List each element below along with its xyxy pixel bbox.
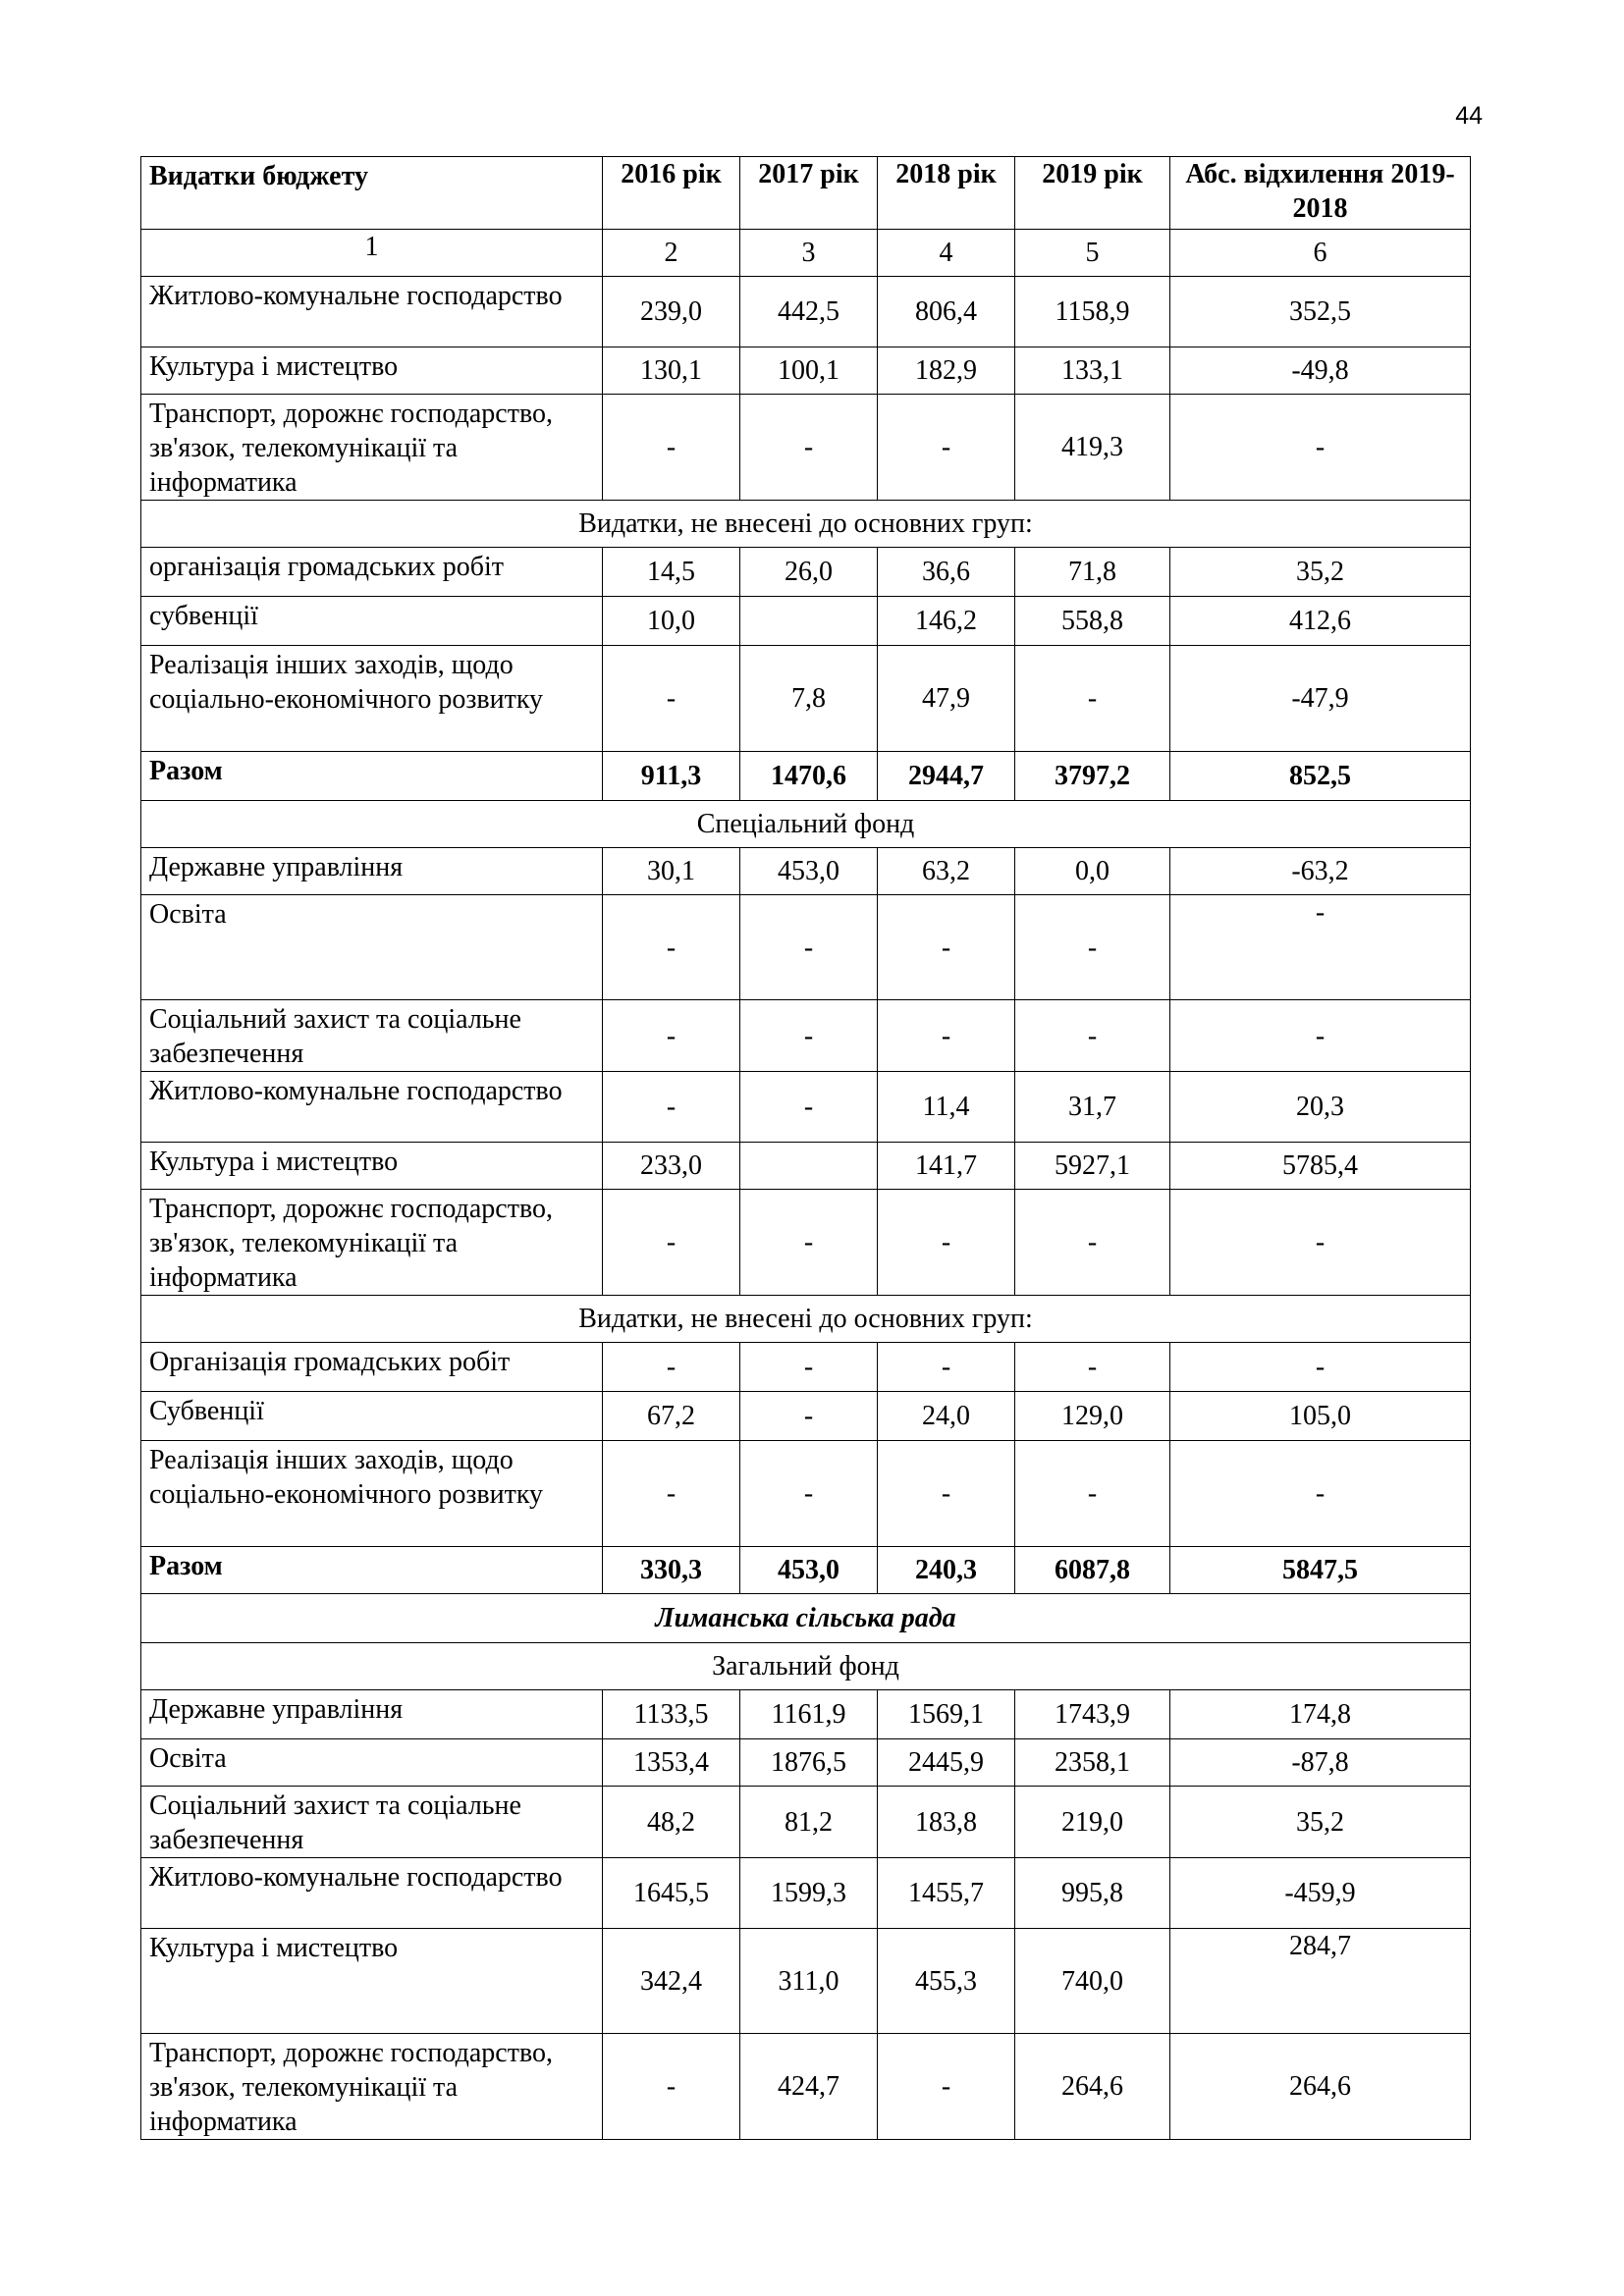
cell-deviation: 105,0 — [1170, 1392, 1471, 1441]
cell-2017: 442,5 — [740, 277, 878, 347]
cell-2017: 81,2 — [740, 1787, 878, 1858]
total-row — [141, 752, 1471, 801]
table-row — [141, 895, 1471, 1000]
cell-deviation: 352,5 — [1170, 277, 1471, 347]
table-row — [141, 1858, 1471, 1929]
cell-2019: 1158,9 — [1015, 277, 1170, 347]
cell-2017: - — [740, 895, 878, 1000]
cell-2019: 31,7 — [1015, 1072, 1170, 1143]
row-label: організація громадських робіт — [141, 548, 603, 597]
cell-2017: - — [740, 1072, 878, 1143]
cell-2018: - — [878, 1441, 1015, 1547]
cell-2019: 1743,9 — [1015, 1690, 1170, 1739]
row-label: Транспорт, дорожнє господарство, зв'язок, телекомунікації та інформатика — [141, 395, 603, 501]
row-label: Культура і мистецтво — [141, 347, 603, 395]
cell-2018: 455,3 — [878, 1929, 1015, 2034]
header-2016: 2016 рік — [603, 157, 740, 230]
header-deviation: Абс. відхилення 2019-2018 — [1170, 157, 1471, 230]
cell-2019: 219,0 — [1015, 1787, 1170, 1858]
column-index: 1 — [141, 230, 603, 277]
cell-2017: 453,0 — [740, 848, 878, 895]
row-label: Освіта — [141, 1739, 603, 1787]
cell-deviation: - — [1170, 395, 1471, 501]
cell-deviation: 5785,4 — [1170, 1143, 1471, 1190]
cell-2019: 740,0 — [1015, 1929, 1170, 2034]
cell-2016: 1133,5 — [603, 1690, 740, 1739]
cell-deviation: 35,2 — [1170, 1787, 1471, 1858]
cell-2019: 71,8 — [1015, 548, 1170, 597]
cell-2018: - — [878, 395, 1015, 501]
cell-2016: - — [603, 1000, 740, 1072]
row-label: Культура і мистецтво — [141, 1929, 603, 2034]
cell-deviation: -49,8 — [1170, 347, 1471, 395]
column-index: 2 — [603, 230, 740, 277]
row-label: Реалізація інших заходів, щодо соціально-економічного розвитку — [141, 1441, 603, 1547]
cell-2019: 3797,2 — [1015, 752, 1170, 801]
cell-deviation: - — [1170, 1000, 1471, 1072]
cell-2016: 67,2 — [603, 1392, 740, 1441]
table-row — [141, 1929, 1471, 2034]
cell-2016: - — [603, 1190, 740, 1296]
cell-2017: 1161,9 — [740, 1690, 878, 1739]
cell-2018: 2944,7 — [878, 752, 1015, 801]
row-label: Соціальний захист та соціальне забезпечення — [141, 1000, 603, 1072]
cell-deviation: 412,6 — [1170, 597, 1471, 646]
table-row — [141, 1739, 1471, 1787]
cell-2018: 141,7 — [878, 1143, 1015, 1190]
table-row — [141, 1000, 1471, 1072]
cell-2016: 239,0 — [603, 277, 740, 347]
row-label: Державне управління — [141, 848, 603, 895]
row-label: Житлово-комунальне господарство — [141, 277, 603, 347]
row-label: Соціальний захист та соціальне забезпечення — [141, 1787, 603, 1858]
cell-2018: - — [878, 1343, 1015, 1392]
column-index: 4 — [878, 230, 1015, 277]
cell-deviation: -87,8 — [1170, 1739, 1471, 1787]
budget-expenditure-table — [140, 156, 1471, 2140]
cell-2019: 558,8 — [1015, 597, 1170, 646]
row-label: Державне управління — [141, 1690, 603, 1739]
column-index-row — [141, 230, 1471, 277]
cell-deviation: - — [1170, 1441, 1471, 1547]
table-row — [141, 1392, 1471, 1441]
cell-2019: 5927,1 — [1015, 1143, 1170, 1190]
table-row — [141, 1343, 1471, 1392]
cell-2019: 2358,1 — [1015, 1739, 1170, 1787]
cell-2017: 26,0 — [740, 548, 878, 597]
table-row — [141, 1143, 1471, 1190]
section-row — [141, 801, 1471, 848]
cell-2019: 0,0 — [1015, 848, 1170, 895]
cell-2018: - — [878, 1190, 1015, 1296]
section-not-in-groups: Видатки, не внесені до основних груп: — [141, 1296, 1471, 1343]
cell-2016: - — [603, 646, 740, 752]
header-2017: 2017 рік — [740, 157, 878, 230]
page-number: 44 — [1455, 102, 1483, 130]
header-expenditures: Видатки бюджету — [141, 157, 603, 230]
cell-deviation: 852,5 — [1170, 752, 1471, 801]
cell-deviation: -47,9 — [1170, 646, 1471, 752]
cell-2019: 995,8 — [1015, 1858, 1170, 1929]
cell-2016: 233,0 — [603, 1143, 740, 1190]
row-label: Організація громадських робіт — [141, 1343, 603, 1392]
cell-2019: 129,0 — [1015, 1392, 1170, 1441]
cell-2018: 36,6 — [878, 548, 1015, 597]
cell-2018: 2445,9 — [878, 1739, 1015, 1787]
row-label: Освіта — [141, 895, 603, 1000]
section-row — [141, 1296, 1471, 1343]
total-label: Разом — [141, 1547, 603, 1594]
cell-2019: 264,6 — [1015, 2034, 1170, 2140]
cell-2016: 342,4 — [603, 1929, 740, 2034]
cell-deviation: 35,2 — [1170, 548, 1471, 597]
header-2018: 2018 рік — [878, 157, 1015, 230]
cell-2016: - — [603, 2034, 740, 2140]
cell-2019: - — [1015, 1343, 1170, 1392]
table-row — [141, 395, 1471, 501]
row-label: Житлово-комунальне господарство — [141, 1858, 603, 1929]
cell-2016: 911,3 — [603, 752, 740, 801]
cell-deviation: -63,2 — [1170, 848, 1471, 895]
cell-2016: - — [603, 1343, 740, 1392]
section-special-fund: Спеціальний фонд — [141, 801, 1471, 848]
cell-2017: 453,0 — [740, 1547, 878, 1594]
cell-2017: - — [740, 1392, 878, 1441]
cell-deviation: 174,8 — [1170, 1690, 1471, 1739]
column-index: 3 — [740, 230, 878, 277]
cell-2019: - — [1015, 646, 1170, 752]
cell-deviation: 264,6 — [1170, 2034, 1471, 2140]
cell-deviation: 20,3 — [1170, 1072, 1471, 1143]
table-row — [141, 1441, 1471, 1547]
cell-2019: 419,3 — [1015, 395, 1170, 501]
table-row — [141, 1190, 1471, 1296]
table-row — [141, 548, 1471, 597]
cell-deviation: - — [1170, 1190, 1471, 1296]
total-row — [141, 1547, 1471, 1594]
cell-2017 — [740, 597, 878, 646]
cell-2018: - — [878, 895, 1015, 1000]
table-row — [141, 1787, 1471, 1858]
section-row — [141, 501, 1471, 548]
cell-2016: 48,2 — [603, 1787, 740, 1858]
cell-2016: - — [603, 1441, 740, 1547]
cell-2019: 133,1 — [1015, 347, 1170, 395]
cell-2018: 182,9 — [878, 347, 1015, 395]
cell-2018: 806,4 — [878, 277, 1015, 347]
table-row — [141, 848, 1471, 895]
cell-2017: - — [740, 1190, 878, 1296]
cell-2018: 1455,7 — [878, 1858, 1015, 1929]
cell-2016: 14,5 — [603, 548, 740, 597]
cell-2016: - — [603, 395, 740, 501]
cell-2017: 1470,6 — [740, 752, 878, 801]
cell-2016: 330,3 — [603, 1547, 740, 1594]
section-not-in-groups: Видатки, не внесені до основних груп: — [141, 501, 1471, 548]
cell-2018: 240,3 — [878, 1547, 1015, 1594]
cell-2016: 1353,4 — [603, 1739, 740, 1787]
cell-2017: - — [740, 395, 878, 501]
cell-2018: 146,2 — [878, 597, 1015, 646]
table-row — [141, 1072, 1471, 1143]
row-label: Культура і мистецтво — [141, 1143, 603, 1190]
cell-2019: - — [1015, 1190, 1170, 1296]
cell-2017: 7,8 — [740, 646, 878, 752]
cell-deviation: - — [1170, 1343, 1471, 1392]
section-general-fund: Загальний фонд — [141, 1643, 1471, 1690]
cell-deviation: - — [1170, 895, 1471, 1000]
cell-2018: 11,4 — [878, 1072, 1015, 1143]
row-label: Транспорт, дорожнє господарство, зв'язок, телекомунікації та інформатика — [141, 2034, 603, 2140]
cell-2018: 1569,1 — [878, 1690, 1015, 1739]
cell-2019: 6087,8 — [1015, 1547, 1170, 1594]
cell-2016: 1645,5 — [603, 1858, 740, 1929]
cell-2018: - — [878, 2034, 1015, 2140]
cell-2016: - — [603, 1072, 740, 1143]
cell-deviation: -459,9 — [1170, 1858, 1471, 1929]
cell-2016: 130,1 — [603, 347, 740, 395]
cell-2018: 183,8 — [878, 1787, 1015, 1858]
row-label: субвенції — [141, 597, 603, 646]
row-label: Житлово-комунальне господарство — [141, 1072, 603, 1143]
cell-2018: 24,0 — [878, 1392, 1015, 1441]
total-label: Разом — [141, 752, 603, 801]
table-row — [141, 646, 1471, 752]
cell-2017 — [740, 1143, 878, 1190]
section-lymanska-council: Лиманська сільська рада — [141, 1594, 1471, 1643]
table-row — [141, 347, 1471, 395]
cell-2017: - — [740, 1441, 878, 1547]
cell-2019: - — [1015, 1000, 1170, 1072]
table-row — [141, 277, 1471, 347]
cell-2019: - — [1015, 1441, 1170, 1547]
cell-2018: 47,9 — [878, 646, 1015, 752]
header-2019: 2019 рік — [1015, 157, 1170, 230]
cell-2018: 63,2 — [878, 848, 1015, 895]
table-row — [141, 1690, 1471, 1739]
cell-deviation: 5847,5 — [1170, 1547, 1471, 1594]
cell-2017: - — [740, 1343, 878, 1392]
cell-2017: 100,1 — [740, 347, 878, 395]
column-index: 5 — [1015, 230, 1170, 277]
row-label: Транспорт, дорожнє господарство, зв'язок, телекомунікації та інформатика — [141, 1190, 603, 1296]
table-row — [141, 2034, 1471, 2140]
cell-2016: - — [603, 895, 740, 1000]
cell-2017: - — [740, 1000, 878, 1072]
cell-2016: 30,1 — [603, 848, 740, 895]
cell-deviation: 284,7 — [1170, 1929, 1471, 2034]
section-row — [141, 1643, 1471, 1690]
column-index: 6 — [1170, 230, 1471, 277]
row-label: Субвенції — [141, 1392, 603, 1441]
row-label: Реалізація інших заходів, щодо соціально-економічного розвитку — [141, 646, 603, 752]
cell-2016: 10,0 — [603, 597, 740, 646]
cell-2017: 311,0 — [740, 1929, 878, 2034]
table-header-row — [141, 157, 1471, 230]
cell-2017: 1876,5 — [740, 1739, 878, 1787]
cell-2017: 1599,3 — [740, 1858, 878, 1929]
cell-2018: - — [878, 1000, 1015, 1072]
cell-2017: 424,7 — [740, 2034, 878, 2140]
table-row — [141, 597, 1471, 646]
section-row — [141, 1594, 1471, 1643]
cell-2019: - — [1015, 895, 1170, 1000]
